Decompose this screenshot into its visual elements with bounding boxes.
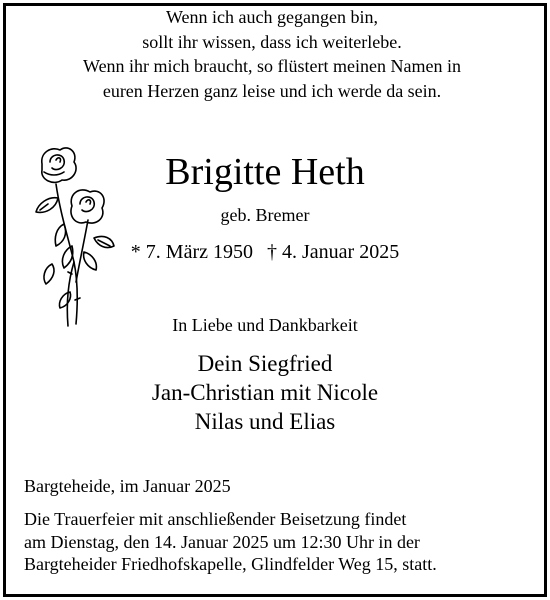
mourner-line: Nilas und Elias <box>194 409 336 434</box>
mourner-line: Jan-Christian mit Nicole <box>151 380 379 405</box>
deceased-name: Brigitte Heth <box>165 151 365 193</box>
poem-line: Wenn ihr mich braucht, so flüstert meinen Namen in <box>83 56 461 76</box>
service-line: Die Trauerfeier mit anschließender Beisetzung findet <box>24 509 407 529</box>
mourners-intro: In Liebe und Dankbarkeit <box>172 315 358 335</box>
birth-date: * 7. März 1950 <box>130 241 253 263</box>
maiden-name: geb. Bremer <box>220 205 310 225</box>
mourners-list <box>100 349 430 436</box>
poem <box>0 5 544 103</box>
place-date: Bargteheide, im Januar 2025 <box>24 476 231 496</box>
mourner-line: Dein Siegfried <box>197 351 333 376</box>
service-info <box>24 508 437 576</box>
service-line: am Dienstag, den 14. Januar 2025 um 12:30 Uhr in der <box>24 531 420 552</box>
service-line: Bargteheider Friedhofskapelle, Glindfelder Weg 15, statt. <box>24 554 437 574</box>
poem-line: Wenn ich auch gegangen bin, <box>166 7 378 27</box>
poem-line: sollt ihr wissen, dass ich weiterlebe. <box>142 31 402 52</box>
life-dates <box>100 240 430 264</box>
poem-line: euren Herzen ganz leise und ich werde da sein. <box>102 80 442 101</box>
death-date: † 4. Januar 2025 <box>267 241 400 263</box>
